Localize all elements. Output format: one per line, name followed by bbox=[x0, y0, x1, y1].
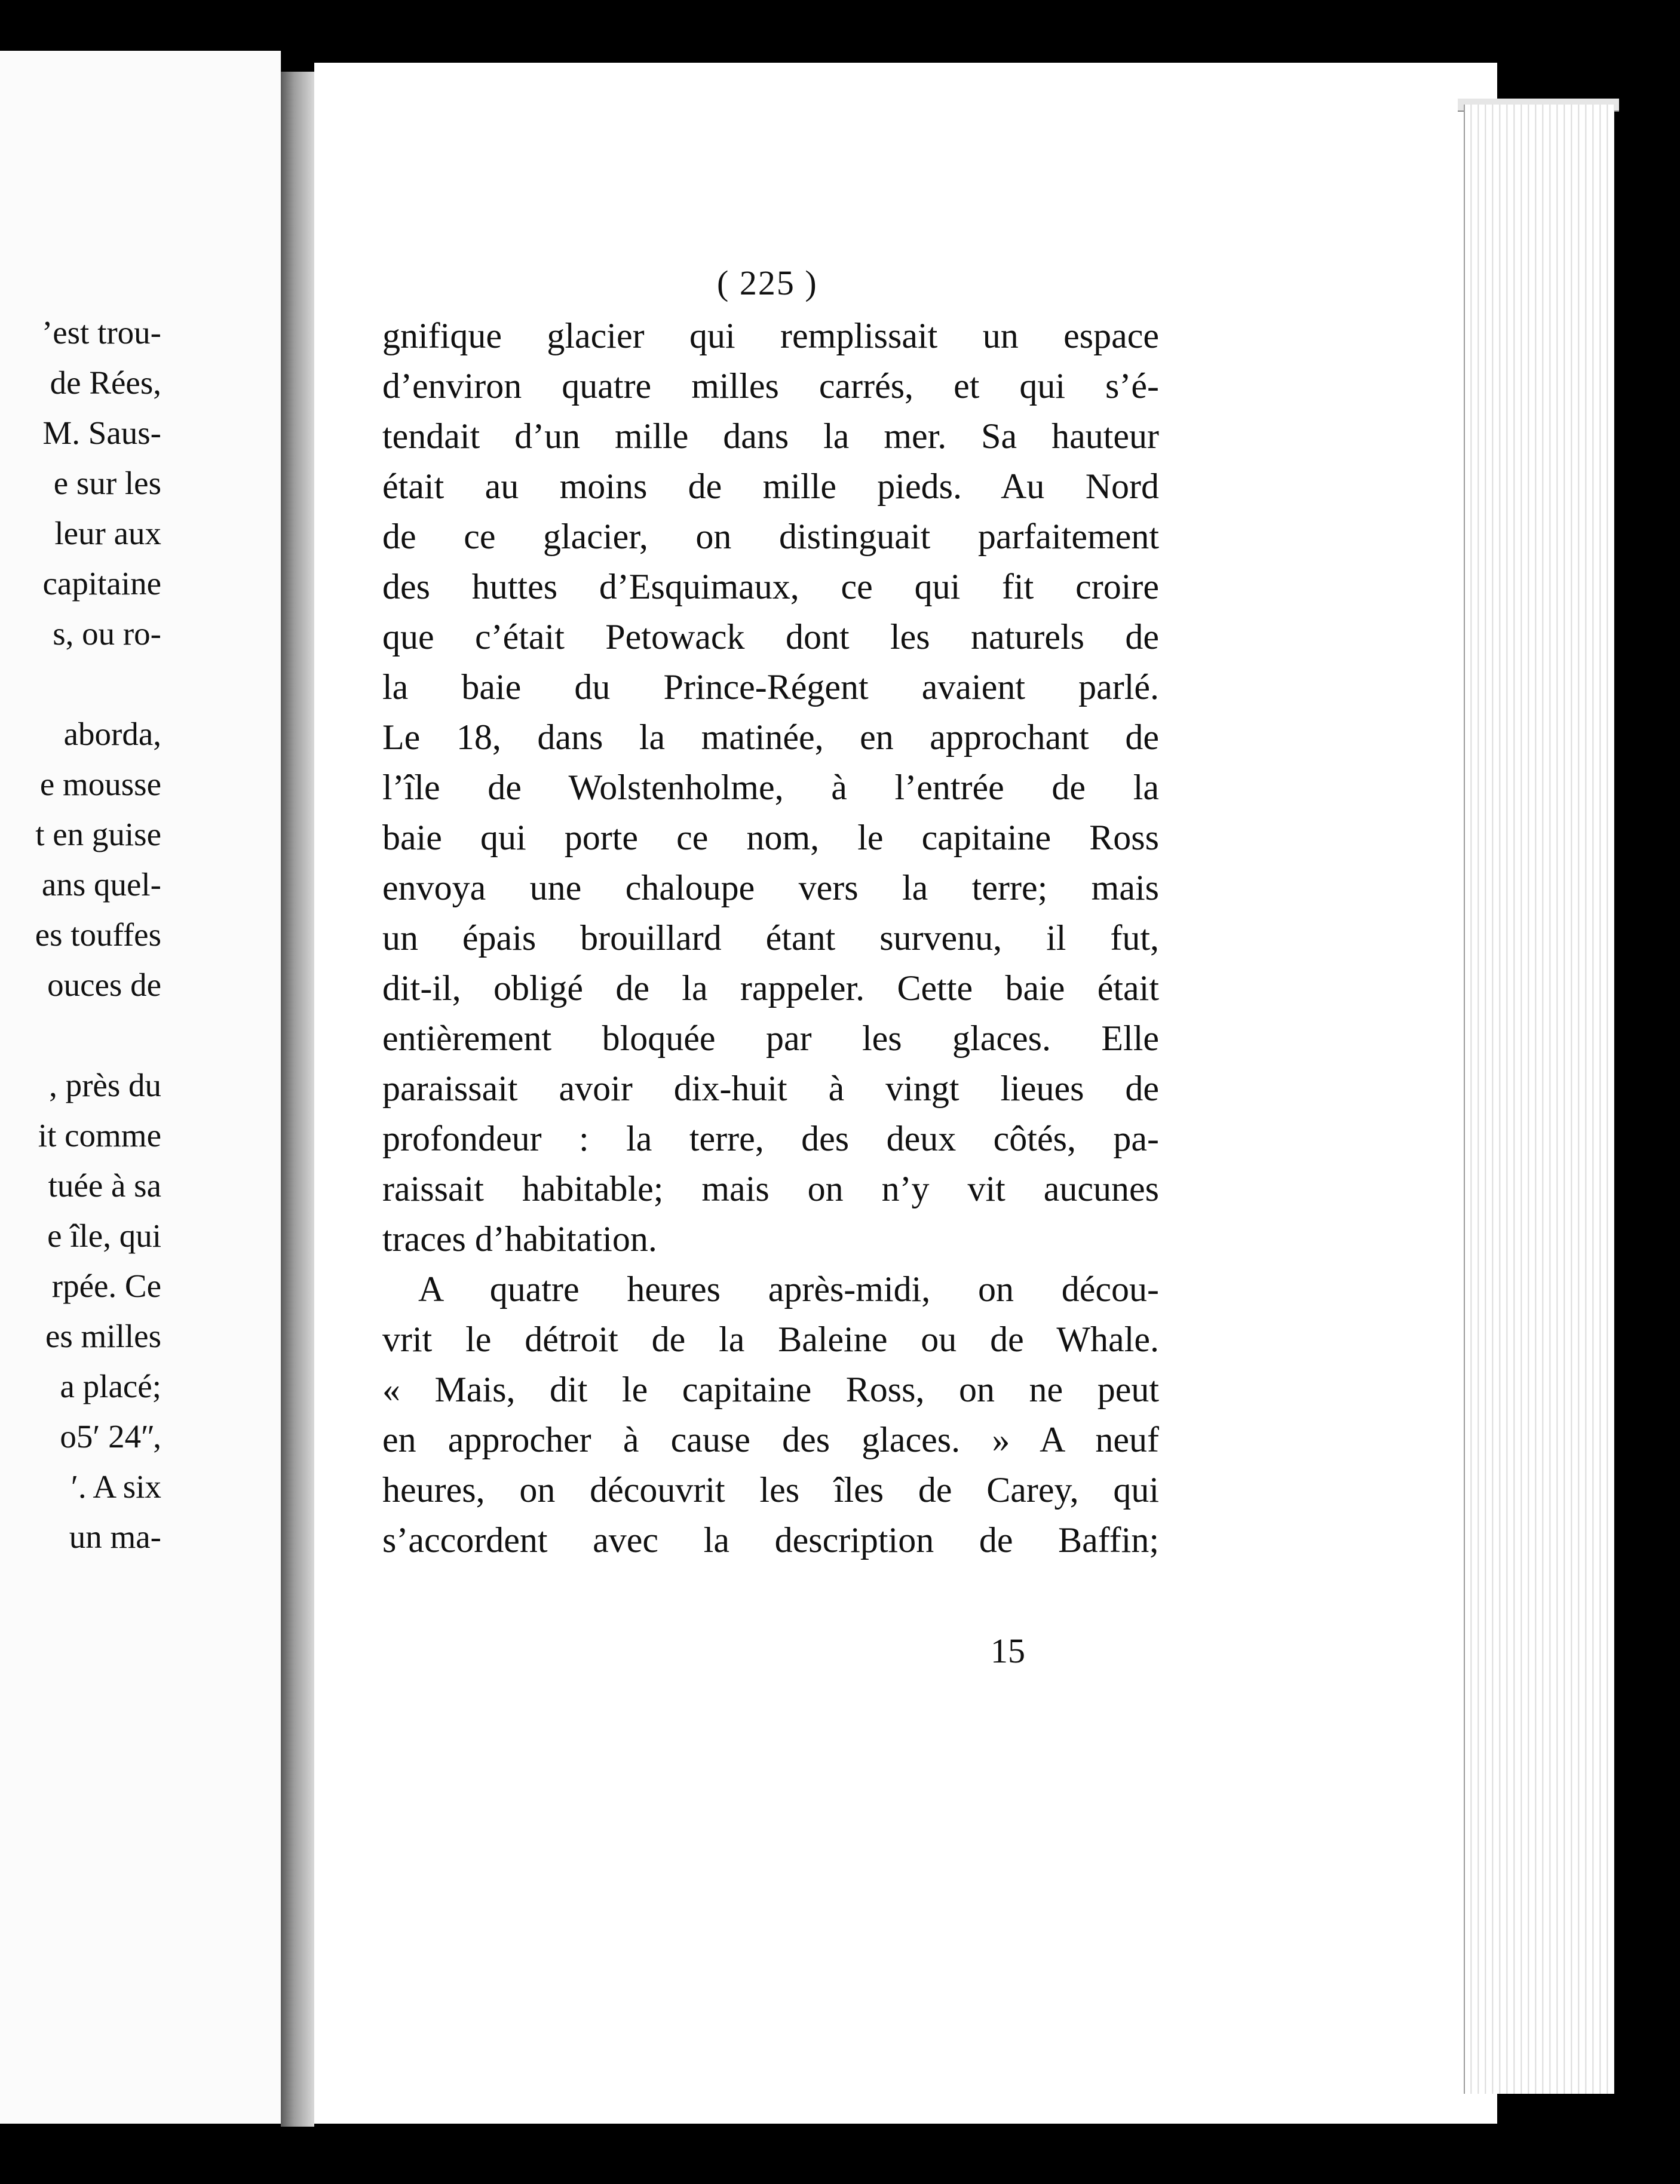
left-line: ans quel- bbox=[41, 866, 161, 903]
left-line: es touffes bbox=[35, 916, 161, 953]
text-line: vrit le détroit de la Baleine ou de Whale. bbox=[382, 1320, 1159, 1359]
left-line: un ma- bbox=[69, 1519, 161, 1555]
text-line: « Mais, dit le capitaine Ross, on ne peut bbox=[382, 1370, 1159, 1409]
left-line: e sur les bbox=[53, 465, 161, 501]
text-line: dit-il, obligé de la rappeler. Cette baie était bbox=[382, 968, 1159, 1008]
text-line: que c’était Petowack dont les naturels de bbox=[382, 617, 1159, 657]
text-line: tendait d’un mille dans la mer. Sa hauteur bbox=[382, 416, 1159, 456]
text-line: profondeur : la terre, des deux côtés, pa- bbox=[382, 1119, 1159, 1158]
left-line: de Rées, bbox=[50, 364, 161, 401]
left-line: o5ʹ 24ʺ, bbox=[60, 1418, 161, 1455]
page-edges bbox=[1464, 105, 1614, 2094]
text-line: envoya une chaloupe vers la terre; mais bbox=[382, 868, 1159, 907]
left-line: ’est trou- bbox=[41, 314, 161, 351]
left-line: aborda, bbox=[63, 716, 161, 752]
left-facing-page bbox=[0, 51, 281, 2124]
left-line: , près du bbox=[49, 1067, 161, 1103]
text-line: des huttes d’Esquimaux, ce qui fit croire bbox=[382, 567, 1159, 606]
text-line: baie qui porte ce nom, le capitaine Ross bbox=[382, 818, 1159, 857]
left-line: it comme bbox=[38, 1117, 161, 1154]
left-line: ʹ. A six bbox=[70, 1468, 161, 1505]
signature-mark: 15 bbox=[991, 1631, 1025, 1670]
text-line: l’île de Wolstenholme, à l’entrée de la bbox=[382, 768, 1159, 807]
left-line: es milles bbox=[45, 1318, 161, 1354]
text-line: raissait habitable; mais on n’y vit aucunes bbox=[382, 1169, 1159, 1208]
text-line: la baie du Prince-Régent avaient parlé. bbox=[382, 667, 1159, 707]
left-line: ouces de bbox=[47, 967, 161, 1003]
text-line: traces d’habitation. bbox=[382, 1219, 657, 1259]
text-line: était au moins de mille pieds. Au Nord bbox=[382, 467, 1159, 506]
left-line: leur aux bbox=[54, 515, 161, 551]
left-line: tuée à sa bbox=[48, 1167, 161, 1204]
left-line: e île, qui bbox=[47, 1217, 161, 1254]
left-line: capitaine bbox=[42, 565, 161, 602]
left-line: e mousse bbox=[39, 766, 161, 802]
text-line: de ce glacier, on distinguait parfaitement bbox=[382, 517, 1159, 556]
left-line: t en guise bbox=[35, 816, 161, 852]
book-gutter bbox=[281, 72, 314, 2127]
text-line: gnifique glacier qui remplissait un espace bbox=[382, 316, 1159, 355]
body-text bbox=[382, 311, 1159, 1565]
text-line: Le 18, dans la matinée, en approchant de bbox=[382, 717, 1159, 757]
text-line: heures, on découvrit les îles de Carey, qui bbox=[382, 1470, 1159, 1510]
left-line: M. Saus- bbox=[42, 415, 161, 451]
text-line: s’accordent avec la description de Baffin; bbox=[382, 1520, 1159, 1560]
left-line: a placé; bbox=[60, 1368, 161, 1404]
text-line: un épais brouillard étant survenu, il fut, bbox=[382, 918, 1159, 958]
left-line: rpée. Ce bbox=[51, 1268, 161, 1304]
text-line: d’environ quatre milles carrés, et qui s’é- bbox=[382, 366, 1159, 406]
left-line: s, ou ro- bbox=[53, 615, 161, 652]
text-line: A quatre heures après-midi, on décou- bbox=[418, 1269, 1159, 1309]
page-number: ( 225 ) bbox=[717, 263, 818, 302]
text-line: entièrement bloquée par les glaces. Elle bbox=[382, 1019, 1159, 1058]
text-line: paraissait avoir dix-huit à vingt lieues de bbox=[382, 1069, 1159, 1108]
text-line: en approcher à cause des glaces. » A neuf bbox=[382, 1420, 1159, 1459]
